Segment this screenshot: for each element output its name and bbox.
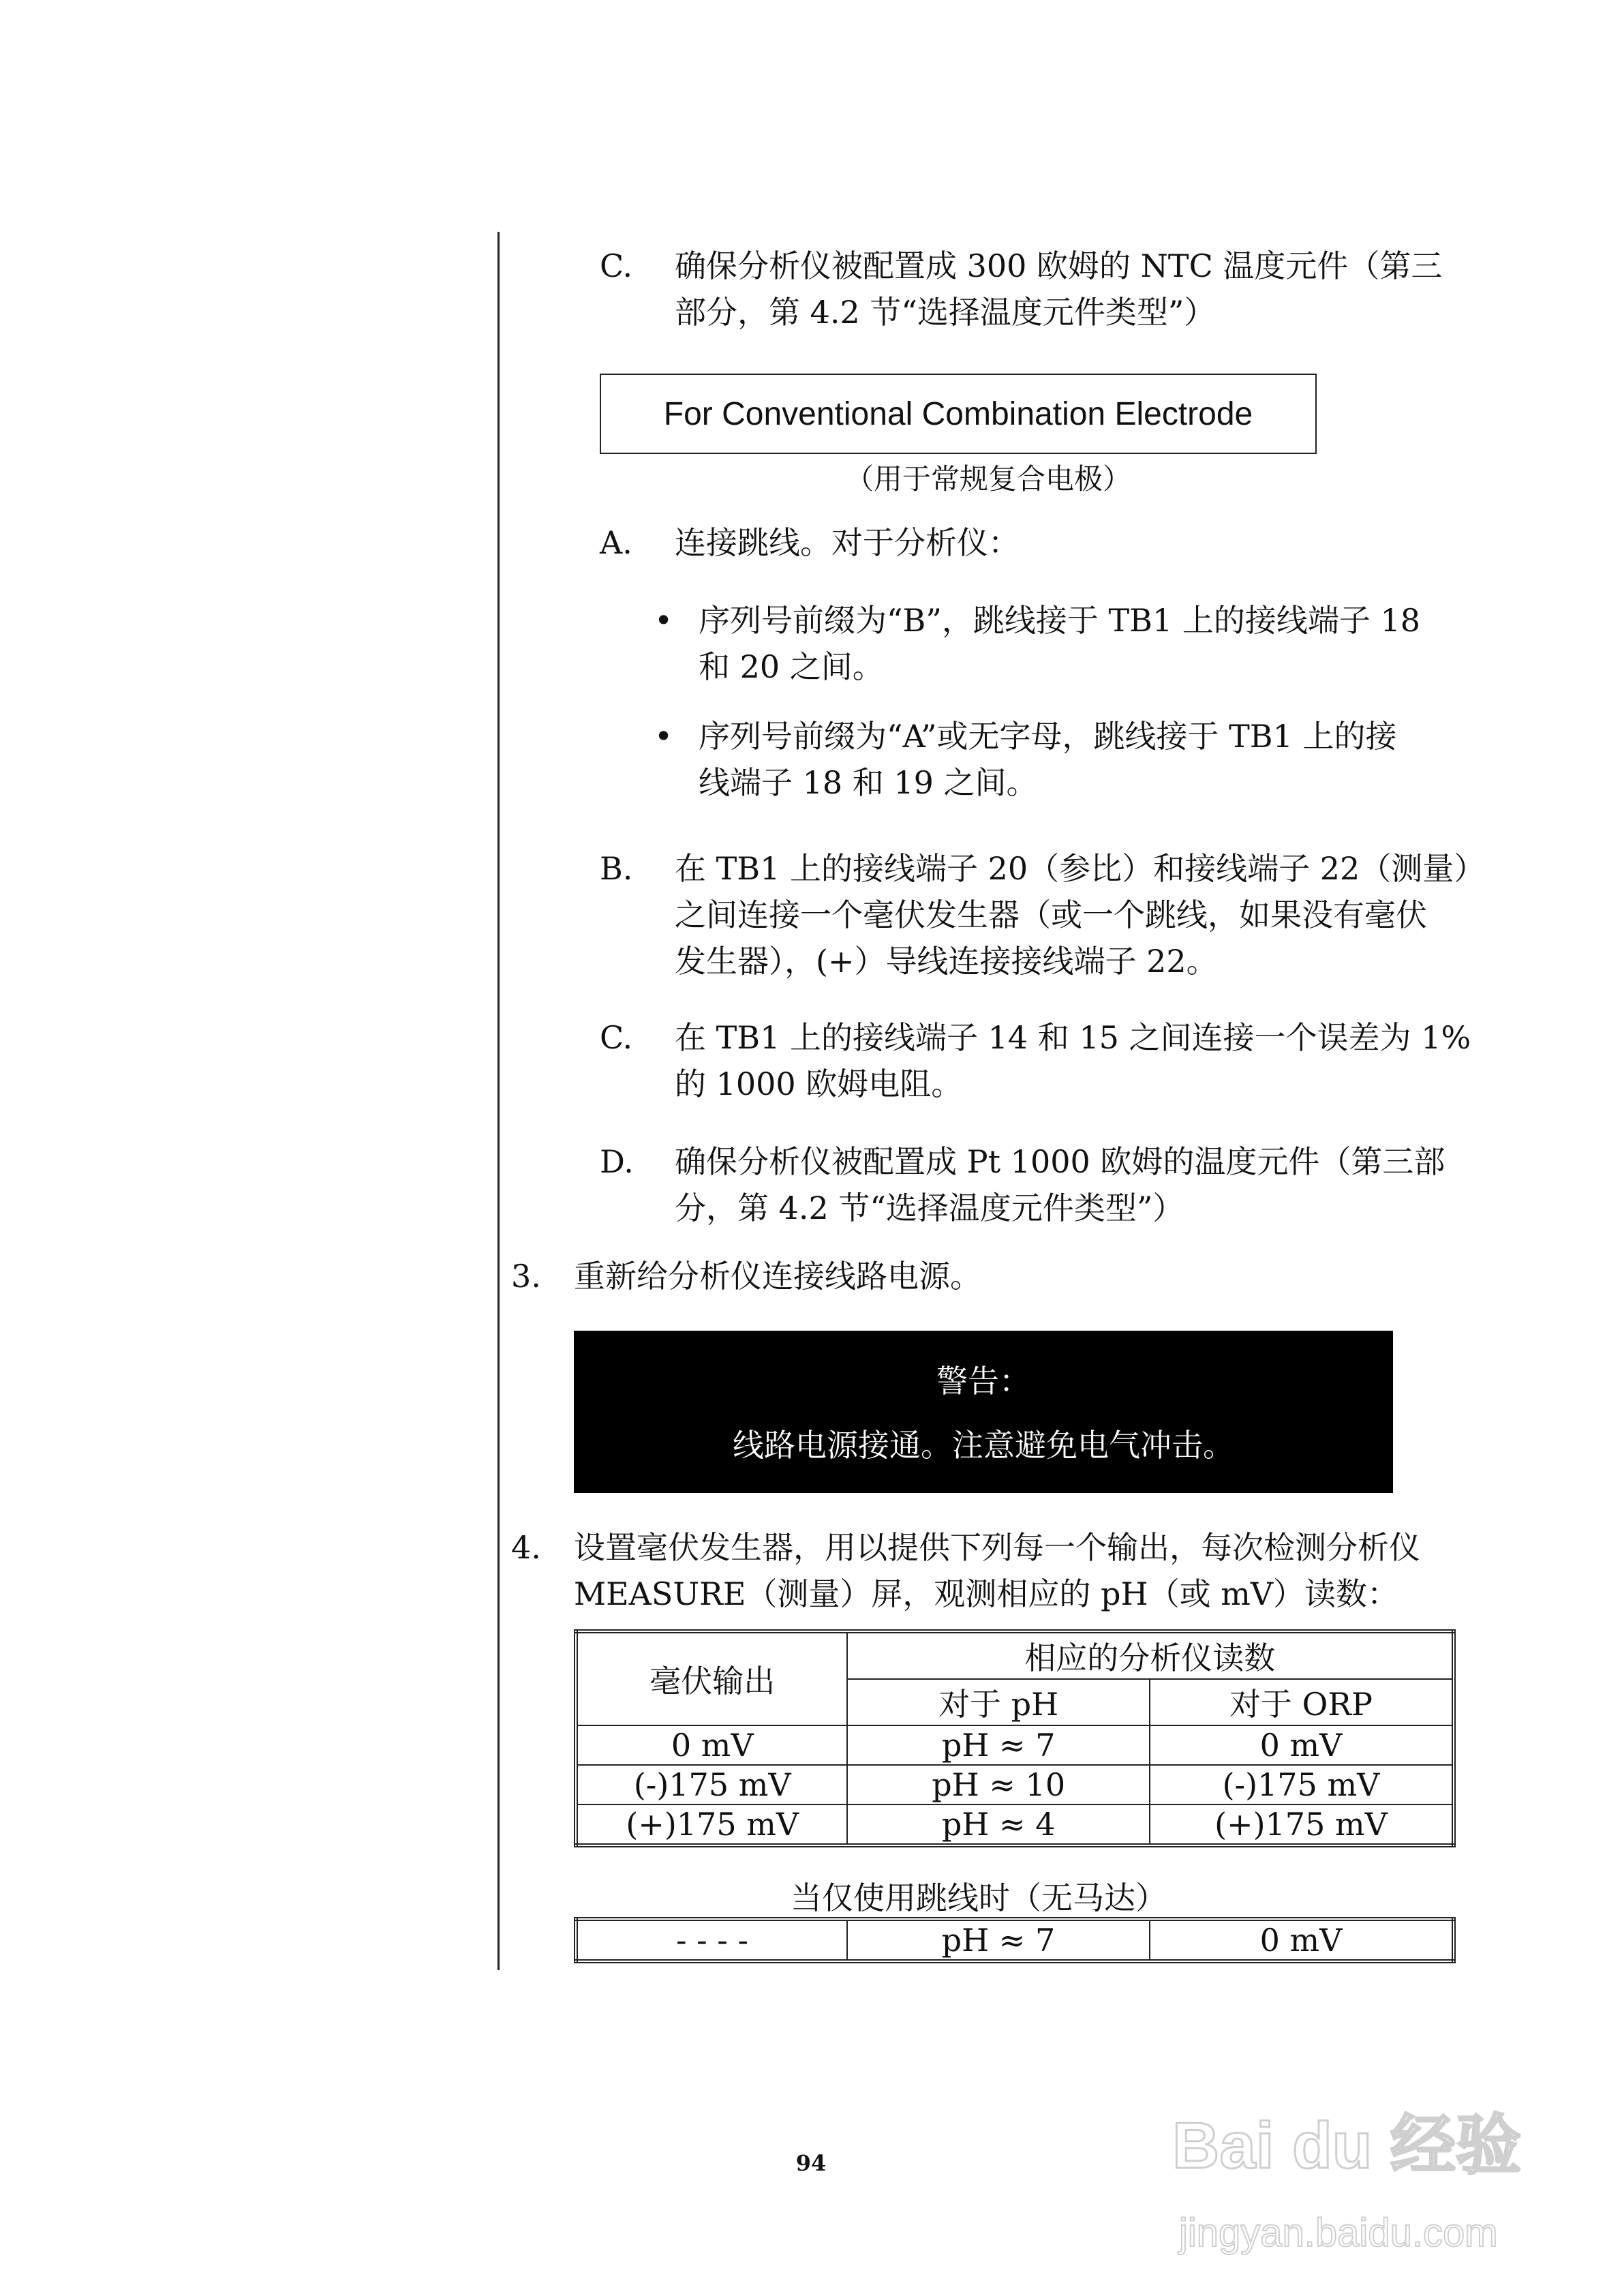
watermark-logo-icon <box>1159 2086 1540 2277</box>
table-cell: 0 mV <box>576 1725 847 1765</box>
item-b-line1: 在 TB1 上的接线端子 20（参比）和接线端子 22（测量） <box>675 850 1486 887</box>
item-b-label: B. <box>600 850 633 887</box>
page-number: 94 <box>795 2150 827 2176</box>
step3-text: 重新给分析仪连接线路电源。 <box>574 1258 981 1295</box>
table-row <box>576 1725 1454 1765</box>
table-cell: 0 mV <box>1150 1725 1454 1765</box>
item-c-line2: 部分，第 4.2 节“选择温度元件类型”） <box>675 294 1216 331</box>
watermark-line1: Bai du 经验 <box>1172 2109 1522 2182</box>
item-c-label: C. <box>600 247 633 284</box>
bullet-dot: • <box>654 718 673 755</box>
baidu-jingyan-watermark <box>1159 2086 1540 2277</box>
bullet-2-line1: 序列号前缀为“A”或无字母，跳线接于 TB1 上的接 <box>699 718 1397 755</box>
item-c2-line2: 的 1000 欧姆电阻。 <box>675 1066 963 1102</box>
table-cell: pH ≈ 7 <box>847 1919 1150 1961</box>
watermark-line2: jingyan.baidu.com <box>1179 2211 1498 2255</box>
table-cell: pH ≈ 4 <box>847 1804 1149 1845</box>
step4-line2: MEASURE（测量）屏，观测相应的 pH（或 mV）读数： <box>574 1575 1399 1612</box>
table-cell: (-)175 mV <box>1150 1765 1454 1804</box>
jumper-caption: 当仅使用跳线时（无马达） <box>791 1879 1167 1916</box>
table-header-ph: 对于 pH <box>847 1679 1149 1725</box>
table-cell: (+)175 mV <box>576 1804 847 1845</box>
bullet-1-line2: 和 20 之间。 <box>699 648 884 685</box>
table-cell: pH ≈ 7 <box>847 1725 1149 1765</box>
item-c2-line1: 在 TB1 上的接线端子 14 和 15 之间连接一个误差为 1% <box>675 1019 1471 1056</box>
table-cell: 0 mV <box>1150 1919 1454 1961</box>
item-c-line1: 确保分析仪被配置成 300 欧姆的 NTC 温度元件（第三 <box>675 247 1443 284</box>
table-cell: pH ≈ 10 <box>847 1765 1149 1804</box>
table-row <box>576 1804 1454 1845</box>
margin-rule <box>498 232 500 1970</box>
bullet-dot: • <box>654 602 673 639</box>
table-header-mv-output: 毫伏输出 <box>576 1631 847 1725</box>
section-title-box <box>600 374 1317 454</box>
item-c2-label: C. <box>600 1019 633 1056</box>
table-header-orp: 对于 ORP <box>1150 1679 1454 1725</box>
table-row <box>576 1919 1454 1961</box>
table-row <box>576 1765 1454 1804</box>
item-a-text: 连接跳线。对于分析仪： <box>675 524 1020 561</box>
section-caption: （用于常规复合电极） <box>845 462 1132 496</box>
item-d-label: D. <box>600 1143 634 1180</box>
bullet-1-line1: 序列号前缀为“B”，跳线接于 TB1 上的接线端子 18 <box>699 602 1420 639</box>
table-header-readings: 相应的分析仪读数 <box>847 1631 1454 1679</box>
table-cell: (+)175 mV <box>1150 1804 1454 1845</box>
step3-label: 3. <box>511 1258 541 1295</box>
jumper-table <box>574 1917 1456 1963</box>
table-cell: (-)175 mV <box>576 1765 847 1804</box>
readings-table <box>574 1629 1456 1847</box>
item-b-line3: 发生器），(+）导线连接接线端子 22。 <box>675 943 1218 980</box>
item-d-line1: 确保分析仪被配置成 Pt 1000 欧姆的温度元件（第三部 <box>675 1143 1445 1180</box>
bullet-2-line2: 线端子 18 和 19 之间。 <box>699 764 1038 801</box>
item-d-line2: 分，第 4.2 节“选择温度元件类型”） <box>675 1190 1184 1226</box>
step4-label: 4. <box>511 1529 541 1566</box>
item-a-label: A. <box>600 524 632 561</box>
step4-line1: 设置毫伏发生器，用以提供下列每一个输出，每次检测分析仪 <box>574 1529 1420 1566</box>
warning-text: 线路电源接通。注意避免电气冲击。 <box>733 1427 1234 1464</box>
item-b-line2: 之间连接一个毫伏发生器（或一个跳线，如果没有毫伏 <box>675 896 1427 933</box>
table-cell: - - - - <box>576 1919 847 1961</box>
section-title: For Conventional Combination Electrode <box>663 395 1253 432</box>
warning-box <box>574 1331 1393 1493</box>
warning-title: 警告： <box>936 1363 1030 1400</box>
